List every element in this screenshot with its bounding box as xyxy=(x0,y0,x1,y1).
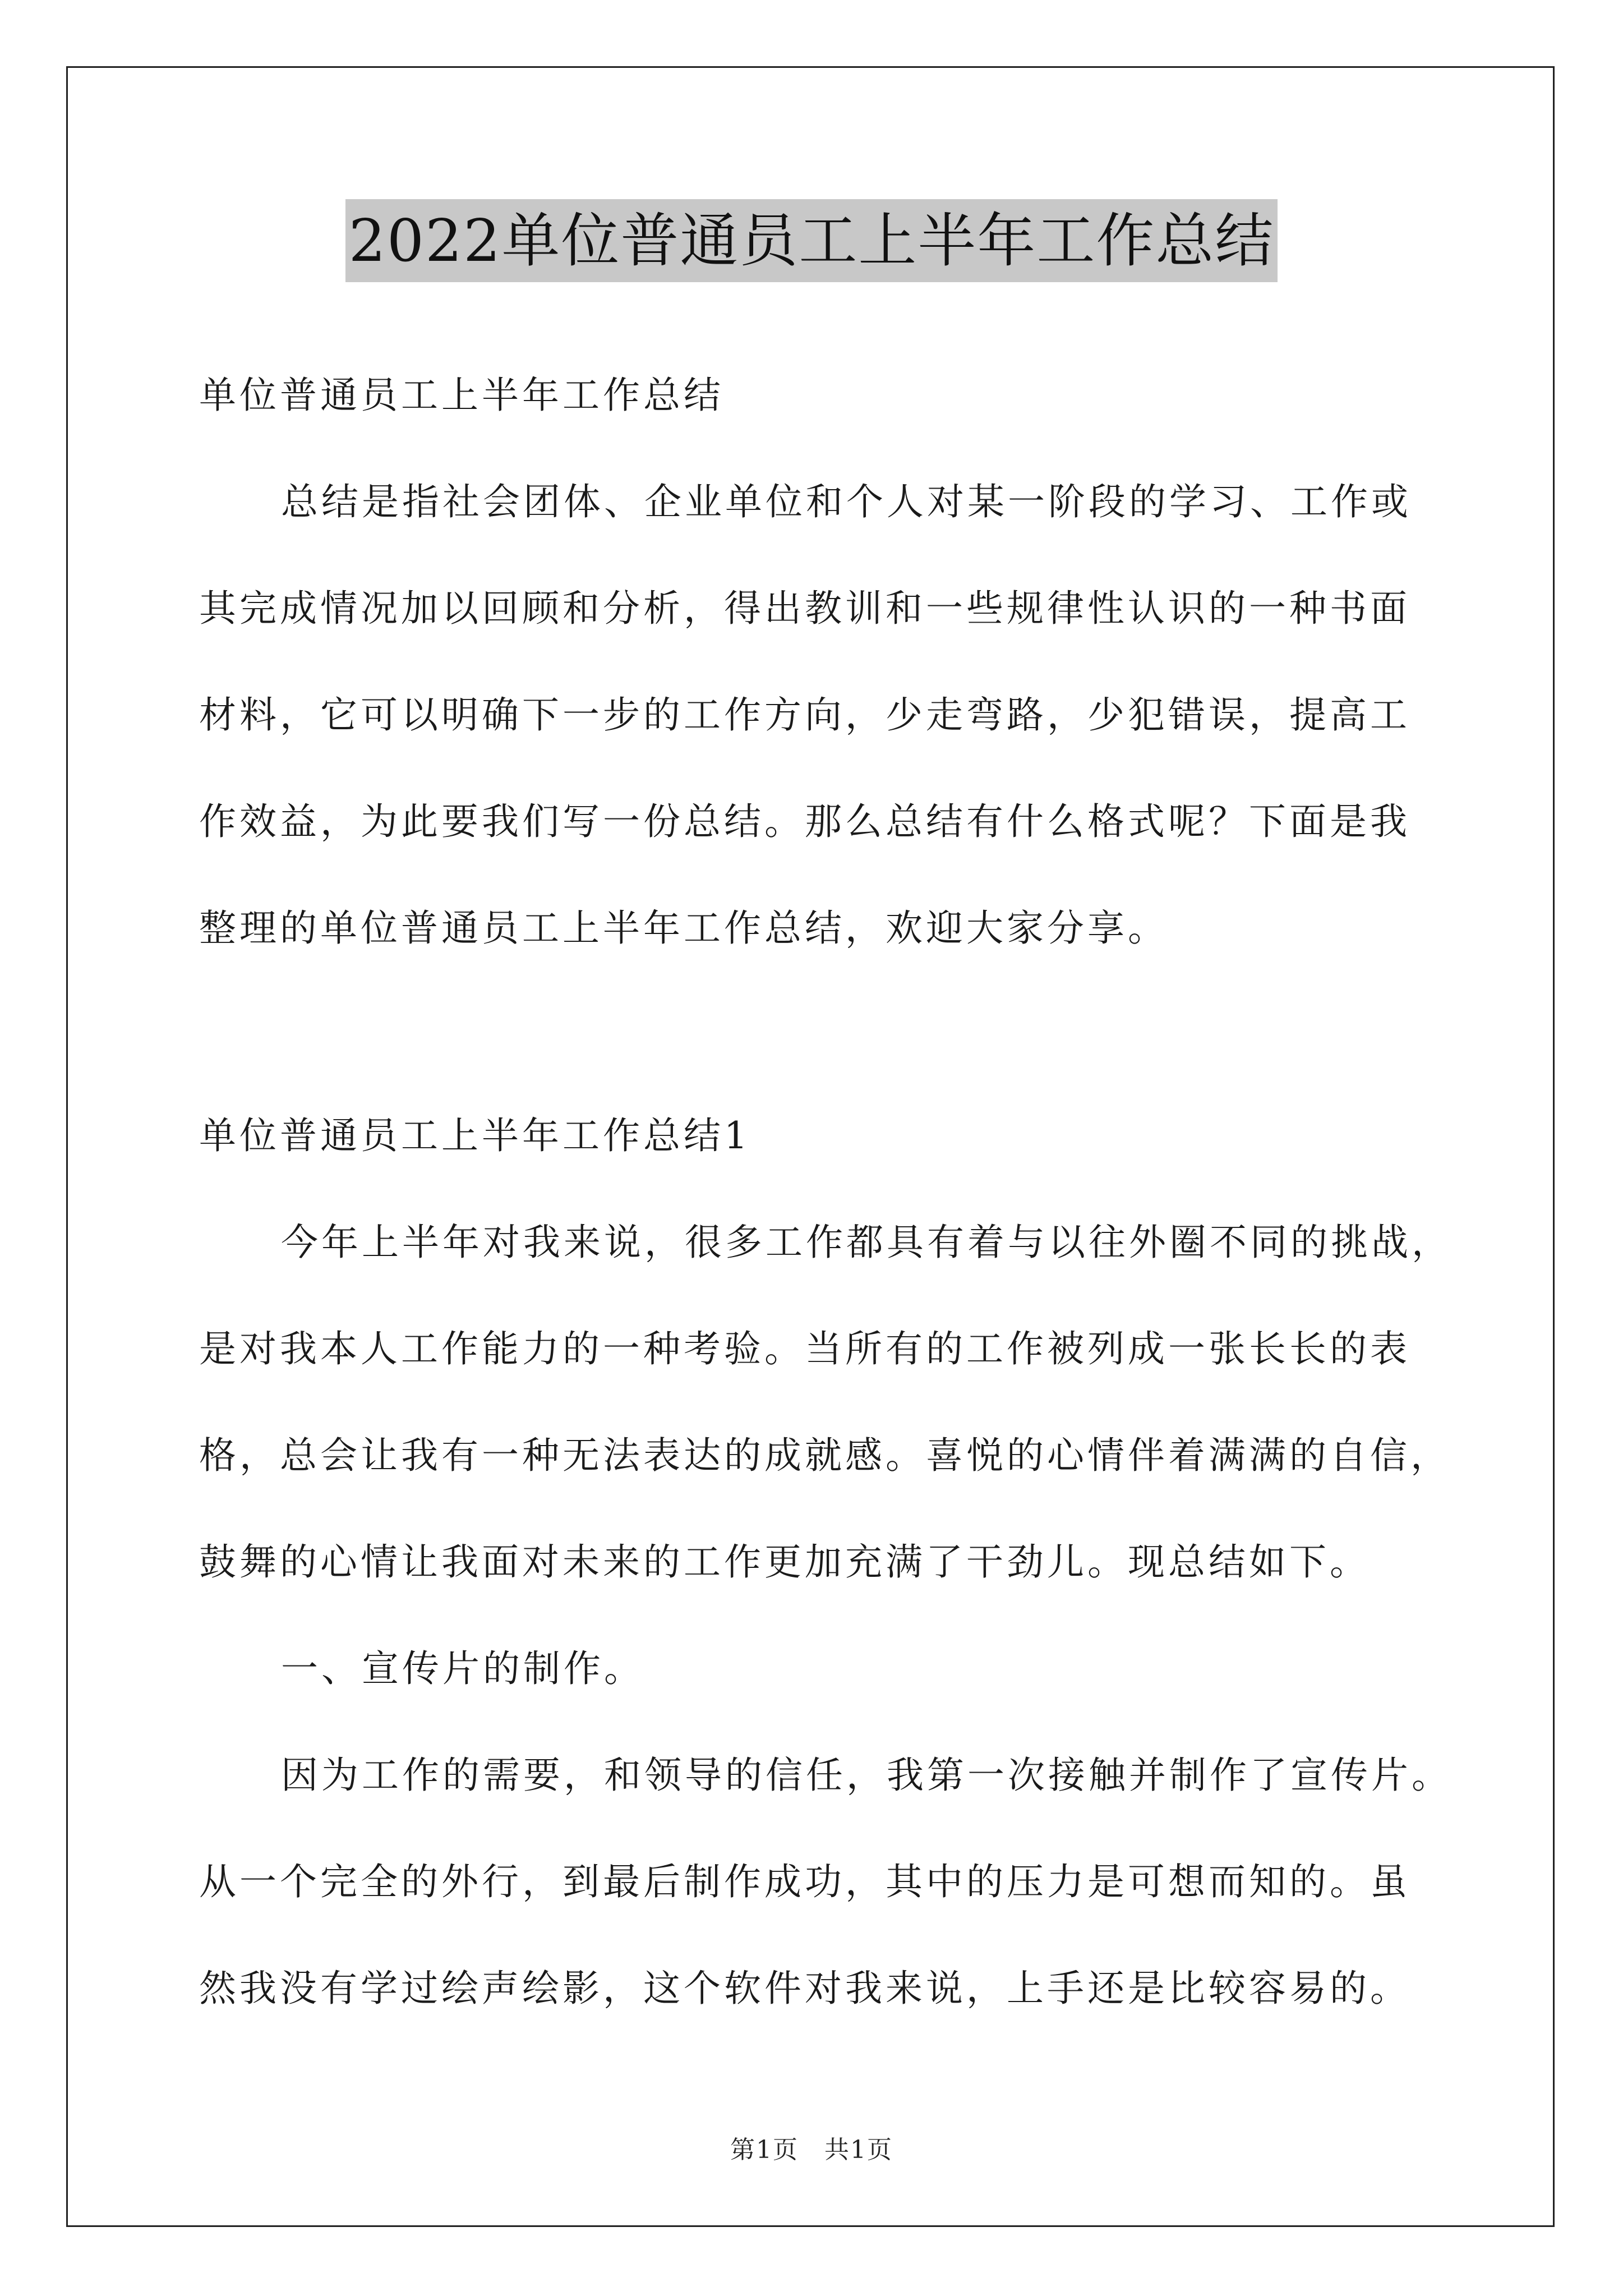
document-body xyxy=(199,342,1452,2042)
document-heading: 单位普通员工上半年工作总结 xyxy=(199,374,724,417)
paragraph-line: 总结是指社会团体、企业单位和个人对某一阶段的学习、工作或 xyxy=(281,480,1412,523)
paragraph-line: 作效益，为此要我们写一份总结。那么总结有什么格式呢？下面是我 xyxy=(199,800,1410,843)
paragraph-line: 从一个完全的外行，到最后制作成功，其中的压力是可想而知的。虽 xyxy=(199,1860,1410,1903)
paragraph-line: 是对我本人工作能力的一种考验。当所有的工作被列成一张长长的表 xyxy=(199,1327,1410,1370)
section-heading: 单位普通员工上半年工作总结1 xyxy=(199,1114,751,1157)
paragraph-line: 整理的单位普通员工上半年工作总结，欢迎大家分享。 xyxy=(199,907,1168,950)
paragraph-line: 因为工作的需要，和领导的信任，我第一次接触并制作了宣传片。 xyxy=(281,1754,1452,1797)
paragraph-line: 今年上半年对我来说，很多工作都具有着与以往外圈不同的挑战， xyxy=(281,1221,1452,1264)
item-heading: 一、宣传片的制作。 xyxy=(281,1647,644,1690)
paragraph-line: 其完成情况加以回顾和分析，得出教训和一些规律性认识的一种书面 xyxy=(199,587,1410,630)
page-footer: 第1页 共1页 xyxy=(730,2136,893,2164)
paragraph-line: 鼓舞的心情让我面对未来的工作更加充满了干劲儿。现总结如下。 xyxy=(199,1540,1370,1584)
paragraph-line: 格，总会让我有一种无法表达的成就感。喜悦的心情伴着满满的自信， xyxy=(199,1434,1451,1477)
title-container xyxy=(0,199,1623,282)
paragraph-line: 材料，它可以明确下一步的工作方向，少走弯路，少犯错误，提高工 xyxy=(199,693,1410,737)
section-spacer xyxy=(199,982,1427,1083)
paragraph-line: 然我没有学过绘声绘影，这个软件对我来说，上手还是比较容易的。 xyxy=(199,1967,1410,2010)
document-title: 2022单位普通员工上半年工作总结 xyxy=(345,199,1278,282)
